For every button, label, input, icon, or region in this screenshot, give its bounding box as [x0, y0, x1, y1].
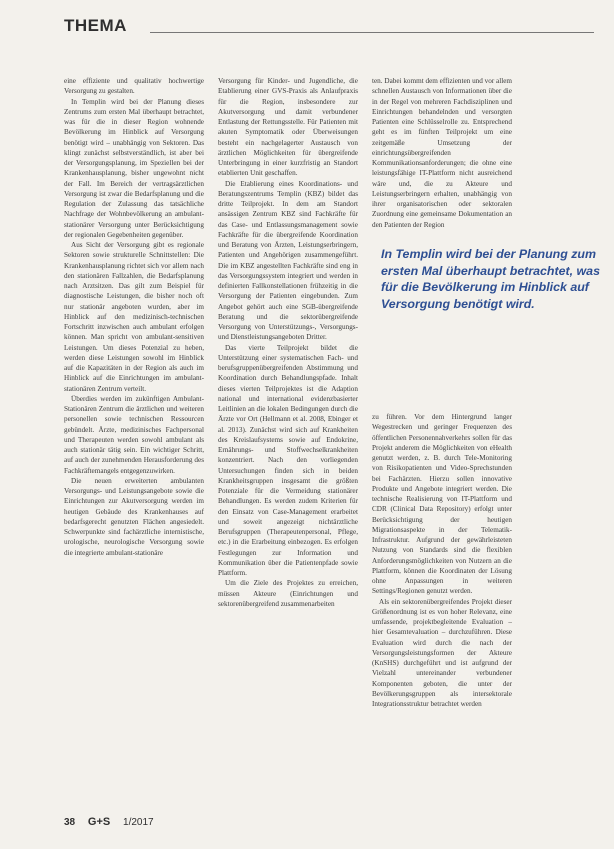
text-column-3-top: [372, 76, 512, 240]
text-column-3-bottom: [372, 412, 512, 840]
paragraph: Aus Sicht der Versorgung gibt es regionale Sektoren sowie strukturelle Schnittstellen: Die Krankenhausplanung richtet sich vor allem nach den stationären Fallzahlen, die Bedarfsplanung nach Arztsitzen. Das gilt zum Beispiel für diagnostische Leistungen, die bisher noch oft nur stationär angeboten wurden, aber im Hinblick auf den medizinisch-technischen Fortschritt inzwischen auch ambulant erfolgen können. Man spricht von ambulant-sensitiven Leistungen. Um dieses Potenzial zu heben, werden diese Leistungen sowohl im Hinblick auf die Kapazitäten in der Region als auch im Hinblick auf die Einrichtungen im ambulant-stationären Zentrum verteilt.: [64, 241, 204, 393]
paragraph: eine effiziente und qualitativ hochwertige Versorgung zu gestalten.: [64, 77, 204, 96]
paragraph: Als ein sektorenübergreifendes Projekt dieser Größenordnung ist es von hoher Relevanz, eine umfassende, projektbegleitende Evaluation – hier Gesamtevaluation – durchzuführen. Diese Evaluation wird durch die nach der Versorgungsleistungsformen der Akteure (KnSHS) durchgeführt und ist aufgrund der Vielzahl untereinander verbundener Komponenten geboten, die unter der Bevölkerungsgruppen als intersektorale Integrationsstruktur betrachtet werden: [372, 597, 512, 708]
header-rule: [150, 32, 594, 33]
paragraph: In Templin wird bei der Planung dieses Zentrums zum ersten Mal überhaupt betrachtet, was für die in dieser Region wohnende Bevölkerung im Hinblick auf Versorgung benötigt wird – unabhängig von Sektoren. Das klingt zunächst selbstverständlich, ist aber bei der Versorgungsplanung, im Speziellen bei der Krankenhausplanung, bisher ungewohnt nicht der Fall. Im Bereich der vertragsärztlichen Versorgung ist zwar die Bedarfsplanung und die Regulation der Zulassung das tatsächliche Nachfrage der Wohnbevölkerung an ambulant-stationärer Versorgung unter Berücksichtigung der regionalen Gegebenheiten gegenüber.: [64, 97, 204, 239]
pull-quote: In Templin wird bei der Planung zum ersten Mal überhaupt betrachtet, was für die Bevölkerung im Hinblick auf Versorgung benötigt wird.: [381, 247, 600, 311]
journal-brand: G+S: [87, 816, 111, 828]
text-column-1: [64, 76, 204, 840]
paragraph: Versorgung für Kinder- und Jugendliche, die Etablierung einer GVS-Praxis als Anlaufpraxis für die Region, insbesondere zur Akutversorgung und damit verbundener Entlastung der Rettungsstelle. Für Patienten mit akuten Symptomatik oder Überweisungen besteht ein nachgelagerter Austausch von ärztlichen Möglichkeiten für übergreifende Unterbringung in einer kurzfristig an Standort etablierten Unit geschaffen.: [218, 77, 358, 178]
text-column-2: [218, 76, 358, 840]
paragraph: Überdies werden im zukünftigen Ambulant-Stationären Zentrum die ärztlichen und weiteren personellen sowie technischen Ressourcen gebündelt. Ärzte, medizinisches Fachpersonal und Therapeuten werden sowohl ambulant als auch stationär tätig sein. Ein wichtiger Schritt, auf auch der zunehmenden Herausforderung des Fachkräftemangels entgegenzuwirken.: [64, 394, 204, 475]
paragraph: Das vierte Teilprojekt bildet die Unterstützung einer systematischen Fach- und berufsgruppenübergreifenden Abstimmung und Koordination durch Behandlungspfade. Inhalt dieses vierten Teilprojektes ist die Adaption national und international evidenzbasierter Leitlinien an die lokalen Bedingungen durch die Ärzte vor Ort (Hellmann et al. 2008, Ebinger et al. 2013). Zunächst wird sich auf Krankheiten des Kreislaufsystems sowie auf Endokrine, Ernährungs- und Stoffwechselkrankheiten konzentriert. Nach den vorliegenden Untersuchungen finden sich in beiden Krankheitsgruppen insgesamt die größten Potenziale für die Vermeidung stationärer Behandlungen. Es werden zudem Kriterien für den Einsatz von Case-Management erarbeitet und soweit angezeigt nichtärztliche Berufsgruppen (Therapeutenpersonal, Pflege, etc.) in die Erarbeitung einbezogen. Es erfolgen Festlegungen zur Information und Kommunikation über die Patientenpfade sowie Plattform.: [218, 343, 358, 577]
paragraph: Die Etablierung eines Koordinations- und Beratungszentrums Templin (KBZ) bildet das dritte Teilprojekt. In dem am Standort ansässigen Zentrum KBZ sind Fachkräfte für das Case- und Entlassungsmanagement sowie Fachkräfte für die übergreifende Koordination und Beratung von Ärzten, Leistungserbringern, Patienten und Angehörigen zusammengeführt. Die im KBZ angestellten Fachkräfte sind eng in das Versorgungssystem integriert und werden in definierten Fallkonstellationen frühzeitig in die Versorgung der Patienten eingebunden. Zum Angebot gehört auch eine SGB-übergreifende Beratung und die sektorübergreifende Versorgung von Unterstützungs-, Versorgungs- und Dienstleistungsangeboten Dritter.: [218, 179, 358, 342]
page-footer: [64, 816, 364, 832]
section-title: THEMA: [64, 16, 127, 35]
paragraph: Die neuen erweiterten ambulanten Versorgungs- und Leistungsangebote sowie die Einrichtungen zur Akutversorgung werden im heutigen Gebäude des Krankenhauses auf bedarfsgerecht genutzten Flächen angesiedelt. Schwerpunkte sind fachärztliche internistische, urologische, neurologische Versorgung sowie die integrierte ambulant-stationäre: [64, 476, 204, 557]
paragraph: Um die Ziele des Projektes zu erreichen, müssen Akteure (Einrichtungen und sektorenübergreifend zusammenarbeiten: [218, 579, 358, 608]
paragraph: zu führen. Vor dem Hintergrund langer Wegestrecken und geringer Frequenzen des öffentlichen Personennahverkehrs sollen für das Projekt anderem die Möglichkeiten von eHealth genutzt werden, z. B. durch Tele-Monitoring von Risikopatienten und Video-Sprechstunden bei Fachärzten. Hierzu sollen innovative Produkte und Angebote integriert werden. Die technische Realisierung von IT-Plattform und CDR (Clinical Data Repository) erfolgt unter Berücksichtigung der heutigen Migrationsaspekte in der Telematik-Infrastruktur. Aufgrund der gewährleisteten Nutzung von Standards sind die flexiblen Anforderungsmöglichkeiten von Nutzern an die Plattform, können die Koordinaten der Lösung ohne Anpassungen in weiteren Settings/Regionen genutzt werden.: [372, 413, 512, 596]
page-number: 38: [64, 817, 76, 828]
paragraph: ten. Dabei kommt dem effizienten und vor allem schnellen Austausch von Informationen über die in der Regel von mehreren Fachdisziplinen und Einrichtungen behandelnden und versorgten Patienten eine Schlüsselrolle zu. Entsprechend geht es im fünften Teilprojekt um eine zeitgemäße Umsetzung der einrichtungsübergreifenden Kommunikationsanforderungen; die ohne eine leistungsfähige IT-Plattform nicht ausreichend wäre und, die zu Akteure und Leistungserbringern erhalten, unabhängig von ihrer organisatorischen oder sektoralen Zuordnung eine gemeinsame Dokumentation an den Patienten der Region: [372, 77, 512, 229]
page-header: [64, 16, 594, 46]
issue-number: 1/2017: [123, 817, 154, 828]
